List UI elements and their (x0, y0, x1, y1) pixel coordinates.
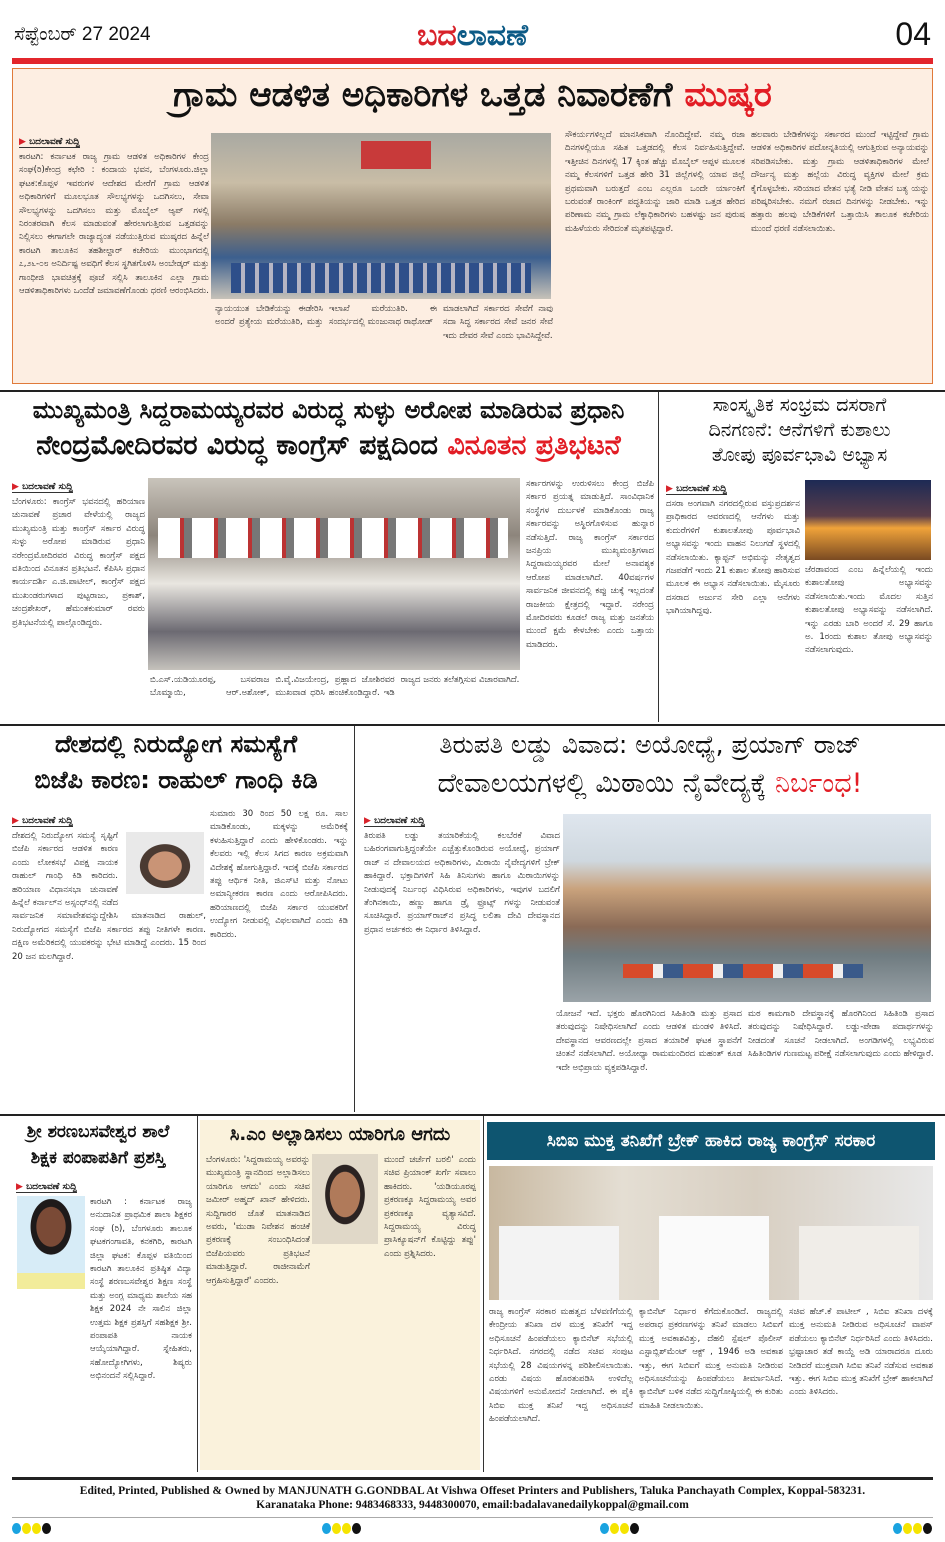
story-headline: ದಿನಗಣನೆ: ಆನೆಗಳಿಗೆ ಕುಶಾಲು (708, 419, 891, 441)
article-text: ರಾಜ್ಯ ಕಾಂಗ್ರೆಸ್ ಸರಕಾರ ಮಹತ್ವದ ಬೆಳವಣಿಗೆಯಲ್ಲಿ ಕೇಂದ್ರೀಯ ತನಿಖಾ ದಳ ಮುಕ್ತ ತನಿಖೆಗೆ ಇದ್ದ ಅಧಿಸೂಚನೆ ಹಿಂಪಡೆಯಲು ಕ್ಯಾಬಿನೆಟ್ ಸಭೆಯಲ್ಲಿ ನಿರ್ಧರಿಸಿದೆ. ನಗರದಲ್ಲಿ ನಡೆದ ಸಚಿವ ಸಂಪುಟ ಸಭೆಯಲ್ಲಿ 28 ವಿಷಯಗಳನ್ನ ಪರಿಶೀಲಿಸಲಾಯಿತು. ಎರಡು ವಿಷಯ ಹೊರತುಪಡಿಸಿ ಉಳಿದೆಲ್ಲ ವಿಷಯಗಳಿಗೆ ಅನುಮೋದನೆ ನೀಡಲಾಗಿದೆ. ಈ ಪೈಕಿ ಸಿಬಿಐ ಮುಕ್ತ ತನಿಖೆ ಇದ್ದ ಅಧಿಸೂಚನೆ ಹಿಂಪಡೆಯಲಾಗಿದೆ. (489, 1307, 633, 1425)
divider (354, 726, 355, 1112)
contact-line: Karanataka Phone: 9483468333, 9448300070, email:badalavanedailykoppal@gmail.com (256, 1499, 689, 1511)
article-text: ಮುಂದೆ ಚರ್ಚೆಗೆ ಬರಲಿ' ಎಂದು ಸಚಿವ ಪ್ರಿಯಾಂಕ್ ಖರ್ಗೆ ಸವಾಲು ಹಾಕಿದರು. 'ಯಡಿಯೂರಪ್ಪ ಪ್ರಕರಣಕ್ಕೂ ಸಿದ್ದರಾಮಯ್ಯ ಅವರ ಪ್ರಕರಣಕ್ಕೂ ವ್ಯತ್ಯಾಸವಿದೆ. ಸಿದ್ದರಾಮಯ್ಯ ವಿರುದ್ಧ ಪ್ರಾಸಿಕ್ಯೂಷನ್‌ಗೆ ಕೊಟ್ಟಿದ್ದು ತಪ್ಪು' ಎಂದು ಪ್ರಶ್ನಿಸಿದರು. (384, 1155, 476, 1259)
rahul-gandhi-story (0, 726, 352, 1112)
article-text: ಸರ್ಕಾರಗಳನ್ನು ಉರುಳಿಸಲು ಕೇಂದ್ರ ಬಿಜೆಪಿ ಸರ್ಕಾರ ಪ್ರಯತ್ನ ಮಾಡುತ್ತಿದೆ. ಸಾಂವಿಧಾನಿಕ ಸಂಸ್ಥೆಗಳ ದುರ್ಬಳಕೆ ಮಾಡಿಕೊಂಡು ರಾಜ್ಯ ಸರ್ಕಾರವನ್ನು ಅಸ್ಥಿರಗೊಳಿಸುವ ಹುನ್ನಾರ ನಡೆಸುತ್ತಿದೆ. ರಾಜ್ಯ ಕಾಂಗ್ರೆಸ್ ಸರ್ಕಾರದ ಜನಪ್ರಿಯ ಮುಖ್ಯಮಂತ್ರಿಗಳಾದ ಸಿದ್ದರಾಮಯ್ಯರವರ ಮೇಲೆ ಅನಾವಶ್ಯಕ ಆರೋಪ ಮಾಡಲಾಗಿದೆ. 40ವರ್ಷಗಳ ಸಾರ್ವಜನಿಕ ಜೀವನದಲ್ಲಿ ಕಪ್ಪು ಚುಕ್ಕೆ ಇಲ್ಲದಂತೆ ರಾಜಕೀಯ ಕ್ಷೇತ್ರದಲ್ಲಿ ಇದ್ದಾರೆ. ನರೇಂದ್ರ ಮೋದಿರವರು ಕೂಡಲೆ ರಾಜ್ಯ ಮತ್ತು ಜನತೆಯ ಮುಂದೆ ಕ್ಷಮೆ ಕೇಳಬೇಕು ಎಂದು ಒತ್ತಾಯ ಮಾಡಿದರು. (526, 479, 654, 650)
teacher-award-story (0, 1116, 196, 1472)
protest-photo (148, 478, 520, 670)
article-text: ತಿರುಪತಿ ಲಡ್ಡು ತಯಾರಿಕೆಯಲ್ಲಿ ಕಲಬೆರಕೆ ವಿವಾದ ಬಹಿರಂಗವಾಗುತ್ತಿದ್ದಂತೆಯೇ ಎಚ್ಚೆತ್ತುಕೊಂಡಿರುವ ಅಯೋಧ್ಯೆ, ಪ್ರಯಾಗ್ ರಾಜ್ ನ ದೇವಾಲಯದ ಅಧಿಕಾರಿಗಳು, ಮಿಠಾಯಿ ನೈವೇದ್ಯಗಳಿಗೆ ಬ್ರೇಕ್ ಹಾಕಿದ್ದಾರೆ. ಭಕ್ತಾದಿಗಳಿಗೆ ಸಿಹಿ ತಿನಿಸುಗಳು ಹಾಗೂ ಮಿಠಾಯಿಗಳನ್ನು ನೀಡುವುದಕ್ಕೆ ನಿರ್ಬಂಧ ವಿಧಿಸಿರುವ ಅಧಿಕಾರಿಗಳು, ಇವುಗಳ ಬದಲಿಗೆ ತೆಂಗಿನಕಾಯಿ, ಹಣ್ಣು ಹಾಗೂ ಡ್ರೈ ಫ್ರೂಟ್ಸ್ ಗಳನ್ನು ನೀಡುವಂತೆ ಸೂಚಿಸಿದ್ದಾರೆ. ಪ್ರಯಾಗ್‌ರಾಜ್‌ನ ಪ್ರಸಿದ್ಧ ಲಲಿತಾ ದೇವಿ ದೇವಸ್ಥಾನದ ಪ್ರಧಾನ ಅರ್ಚಕರು ಈ ನಿರ್ಧಾರ ತಿಳಿಸಿದ್ದಾರೆ. (364, 831, 560, 935)
divider (658, 392, 659, 722)
imprint-line: Edited, Printed, Published & Owned by MANJUNATH G.GONDBAL At Vishwa Offeset Printers and Publishers, Taluka Panchayath Complex, Koppal-583231. (79, 1485, 866, 1497)
story-headline: ದೇಶದಲ್ಲಿ ನಿರುದ್ಯೋಗ ಸಮಸ್ಯೆಗೆ (54, 730, 298, 758)
byline: ▶ ಬದಲಾವಣೆ ಸುದ್ದಿ (19, 137, 80, 148)
tirupati-laddu-story (358, 726, 942, 1112)
story-headline: ತೋಪು ಪೂರ್ವಭಾವಿ ಅಭ್ಯಾಸ (711, 444, 888, 466)
story-headline: ದೇವಾಲಯಗಳಲ್ಲಿ ಮಿಠಾಯಿ ನೈವೇದ್ಯಕ್ಕೆ ನಿರ್ಬಂಧ! (437, 768, 863, 799)
story-headline: ತಿರುಪತಿ ಲಡ್ಡು ವಿವಾದ: ಅಯೋಧ್ಯೆ, ಪ್ರಯಾಗ್ ರಾಜ್ (439, 730, 861, 759)
varanasi-ghats-photo (563, 814, 931, 1002)
rahul-gandhi-photo (124, 830, 206, 896)
newspaper-logo: ಬದಲಾವಣೆ (417, 18, 528, 53)
article-text: ನ್ಯಾಯಯುತ ಬೇಡಿಕೆಯನ್ನು ಈಡೇರಿಸಿ ಅಂದರೆ ಪ್ರತ್ಯೇಯ ಮರೆಯುತಿರಿ, ಮತ್ತು ಇಲಾಖೆ ಮರೆಯುತಿರಿ. ಈ ಸಂದರ್ಭದಲ್ಲಿ ಮಂಜುನಾಥ ರಾಥೋಡ್ (215, 304, 437, 328)
footer-rule (12, 1477, 933, 1480)
article-text: ಕಾರಟಗಿ: ಕರ್ನಾಟಕ ರಾಜ್ಯ ಗ್ರಾಮ ಆಡಳಿತ ಅಧಿಕಾರಿಗಳ ಕೇಂದ್ರ ಸಂಘ(ರಿ)ಕೇಂದ್ರ ಕಛೇರಿ : ಕಂದಾಯ ಭವನ, ಬೆಂಗಳೂರು.ಜಿಲ್ಲಾ ಘಟಕ:ಕೊಪ್ಪಳ ಇವರುಗಳ ಆದೇಶದ ಮೇರೆಗೆ ಗ್ರಾಮ ಆಡಳಿತ ಅಧಿಕಾರಿಗಳಿಗೆ ಮೂಲಭೂತ ಸೌಲಭ್ಯಗಳನ್ನು ಒದಗಿಸಲು, ಸೇವಾ ಸೌಲಭ್ಯಗಳನ್ನು ಒದಗಿಸಲು ಮತ್ತು ಮೊಬೈಲ್ ಆ್ಯಪ್ ಗಳಲ್ಲಿ ನಿರಂತರವಾಗಿ ಕೆಲಸ ಮಾಡುವಂತೆ ಹೇರಲಾಗುತ್ತಿರುವ ಒತ್ತಡವನ್ನು ನಿಲ್ಲಿಸಲು ಈಗಾಗಲೇ ರಾಜ್ಯಾದ್ಯಂತ ನಡೆಯುತ್ತಿರುವ ಮುಷ್ಕರದ ಹಿನ್ನೆಲೆ ಕಾರಟಗಿ ತಾಲೂಕಿನ ತಹಶೀಲ್ದಾರ್ ಕಚೇರಿಯ ಮುಂಭಾಗದಲ್ಲಿ ೭,೨೬-೦೮ ಅನಿರ್ದಿಷ್ಟ ಅವಧಿಗೆ ಕೆಲಸ ಸ್ಥಗಿತಗೊಳಿಸಿ ಅಂಬೇಡ್ಕರ್ ಮತ್ತು ಗಾಂಧೀಜಿ ಭಾವಚಿತ್ರಕ್ಕೆ ಪೂಜೆ ಸಲ್ಲಿಸಿ ತಾಲೂಕಿನ ಎಲ್ಲಾ ಗ್ರಾಮ ಆಡಳಿತಾಧಿಕಾರಿಗಳು ಒಂದೆಡೆ ಜಮಾವಣೆಗೊಂಡು ಧರಣಿ ಆರಂಭಿಸಿದರು. (19, 152, 209, 297)
congress-protest-story (0, 392, 657, 722)
issue-date: ಸೆಪ್ಟೆಂಬರ್ 27 2024 (14, 24, 151, 45)
article-text: ಕಾರಟಗಿ : ಕರ್ನಾಟಕ ರಾಜ್ಯ ಅನುದಾನಿತ ಪ್ರಾಥಮಿಕ ಶಾಲಾ ಶಿಕ್ಷಕರ ಸಂಘ (ರಿ), ಬೆಂಗಳೂರು ತಾಲೂಕ ಘಟಕಗಂಗಾವತಿ, ಕನಕಗಿರಿ, ಕಾರಟಗಿ ಜಿಲ್ಲಾ ಘಟಕ: ಕೊಪ್ಪಳ ವತಿಯಿಂದ ಕಾರಟಗಿ ತಾಲೂಕಿನ ಪ್ರತಿಷ್ಠಿತ ವಿದ್ಯಾ ಸಂಸ್ಥೆ ಶರಣಬಸವೇಶ್ವರ ಶಿಕ್ಷಣ ಸಂಸ್ಥೆ ಮತ್ತು ಅಂಗ್ಲ ಮಾಧ್ಯಮ ಶಾಲೆಯ ಸಹ ಶಿಕ್ಷಕ 2024 ನೇ ಸಾಲಿನ ಜಿಲ್ಲಾ ಉತ್ತಮ ಶಿಕ್ಷಕ ಪ್ರಶಸ್ತಿಗೆ ಸಹಶಿಕ್ಷಕ ಶ್ರೀ. ಪಂಪಾಪತಿ ನಾಯಕ ಆಯ್ಕೆಯಾಗಿದ್ದಾರೆ. ಸ್ನೇಹಿತರು, ಸಹೋದ್ಯೋಗಿಗಳು, ಶಿಷ್ಯರು ಅಭಿನಂದನೆ ಸಲ್ಲಿಸಿದ್ದಾರೆ. (90, 1197, 192, 1382)
article-text: ಸಚಿವ ಹೆಚ್.ಕೆ ಪಾಟೀಲ್ , ಸಿಬಿಐ ತನಿಖಾ ದಳಕ್ಕೆ ಮುಕ್ತ ಅನುಮತಿ ನೀಡಿರುವ ಅಧಿಸೂಚನೆ ವಾಪಸ್ ಪಡೆಯಲು ಕ್ಯಾಬಿನೆಟ್ ನಿರ್ಧರಿಸಿದೆ ಎಂದು ತಿಳಿಸಿದರು. ಭ್ರಷ್ಟಾಚಾರ ತಡೆ ಕಾಯ್ದೆ ಅಡಿ ಯಾರಾದರೂ ದೂರು ನೀಡಿದರೆ ಮುಕ್ತವಾಗಿ ಸಿಬಿಐ ತನಿಖೆ ನಡೆಸುವ ಅವಕಾಶ ಇತ್ತು. ಈಗ ಸಿಬಿಐ ಮುಕ್ತ ತನಿಖೆಗೆ ಬ್ರೇಕ್ ಹಾಕಲಾಗಿದೆ ಎಂದು ತಿಳಿಸಿದರು. (789, 1307, 933, 1398)
byline: ▶ ಬದಲಾವಣೆ ಸುದ್ದಿ (12, 482, 73, 493)
mysore-palace-photo (805, 480, 931, 560)
article-text: ಕ್ಯಾಬಿನೆಟ್ ನಿರ್ಧಾರ ಕೆಗೆದುಕೊಂಡಿದೆ. ರಾಜ್ಯದಲ್ಲಿ ಅಪರಾಧ ಪ್ರಕರಣಗಳನ್ನು ತನಿಖೆ ಮಾಡಲು ಸಿಬಿಐಗೆ ಮುಕ್ತ ಅವಕಾಶವಿತ್ತು, ದೆಹಲಿ ಸ್ಪೆಷಲ್ ಪೊಲೀಸ್ ಎಸ್ಟಾಬ್ಲಿಶ್‌ಮೆಂಟ್ ಆಕ್ಟ್ , 1946 ಅಡಿ ಅವಕಾಶ ಇತ್ತು, ಈಗ ಸಿಬಿಐಗೆ ಮುಕ್ತ ಅನುಮತಿ ನೀಡಿರುವ ಅಧಿಸೂಚನೆಯನ್ನು ಹಿಂಪಡೆಯಲು ತೀರ್ಮಾನಿಸಿದೆ. ಕ್ಯಾಬಿನೆಟ್ ಬಳಿಕ ನಡೆದ ಸುದ್ದಿಗೋಷ್ಠಿಯಲ್ಲಿ ಈ ಕುರಿತು ಮಾಹಿತಿ ನೀಡಲಾಯಿತು. (639, 1307, 783, 1411)
article-text: ಬೆಂಗಳೂರು: ಕಾಂಗ್ರೆಸ್ ಭವನದಲ್ಲಿ ಹರಿಯಾಣ ಚುನಾವಣೆ ಪ್ರಚಾರ ವೇಳೆಯಲ್ಲಿ ರಾಜ್ಯದ ಮುಖ್ಯಮಂತ್ರಿ ಮತ್ತು ಕಾಂಗ್ರೆಸ್ ಸರ್ಕಾರ ವಿರುದ್ಧ ಸುಳ್ಳು ಅರೋಪ ಮಾಡಿರುವ ಪ್ರಧಾನಿ ನರೇಂದ್ರಮೋದಿರವರ ವಿರುದ್ಧ ಕಾಂಗ್ರೆಸ್ ಪಕ್ಷದ ವತಿಯಿಂದ ವಿನೂತನ ಪ್ರತಿಭಟನೆ. ಕೆಪಿಸಿಸಿ ಪ್ರಧಾನ ಕಾರ್ಯದರ್ಶಿ ಎ.ಜಿ.ಪಾಟೀಲ್, ಕಾಂಗ್ರೆಸ್ ಪಕ್ಷದ ಮುಖಂಡರುಗಳಾದ ಪುಟ್ಟರಾಜು, ಪ್ರಕಾಶ್, ಚಂದ್ರಶೇಖರ್, ಹೆಮಂತಕುಮಾರ್ ರವರು ಪ್ರತಿಭಟನೆಯಲ್ಲಿ ಪಾಲ್ಗೊಂಡಿದ್ದರು. (12, 497, 145, 628)
cm-story (200, 1120, 480, 1470)
article-text: ಸೌಕರ್ಯಗಳಿಲ್ಲದೆ ಮಾನಸಿಕವಾಗಿ ನೊಂದಿದ್ದೇವೆ. ನಮ್ಮ ರಜಾ ದಿನಗಳಲ್ಲಿಯೂ ಸಹಿತ ಒತ್ತಡದಲ್ಲಿ ಕೆಲಸ ನಿರ್ವಹಿಸುತ್ತಿದ್ದೇವೆ. ಇತ್ತೀಚಿನ ದಿನಗಳಲ್ಲಿ 17 ಕ್ಕಿಂತ ಹೆಚ್ಚು ಮೊಬೈಲ್ ಆಪ್ಪಳ ಮೂಲಕ ನಮ್ಮ ಕೆಲಸಗಳಿಗೆ ಒತ್ತಡ ಹೇರಿ 31 ಜಿಲ್ಲೆಗಳಲ್ಲಿ ಯಾವ ಜಿಲ್ಲೆ ಪ್ರಥಮವಾಗಿ ಬರುತ್ತದೆ ಎಂಬ ಎಲ್ಲರೂ ಒಂದೇ ರ್ಯಾಂಕಿಗೆ ಬರುವಂತೆ ರಾಂಕಿಂಗ್ ಪದ್ಧತಿಯನ್ನು ಜಾರಿ ಮಾಡಿ ಒತ್ತಡ ಹೇರಿದ ಪರಿಣಾಮ ನಮ್ಮ ಗ್ರಾಮ ಲೆಕ್ಕಾಧಿಕಾರಿಗಳು ಬಹಳಷ್ಟು ಜನ ಪುರುಷ ಮಹಿಳೆಯರು ಸೇರಿದಂತೆ ಮೃತಪಟ್ಟಿದ್ದಾರೆ. (565, 130, 745, 234)
protest-photo (211, 133, 551, 299)
story-headline: ಸಾಂಸ್ಕೃತಿಕ ಸಂಭ್ರಮ ದಸರಾಗೆ (712, 394, 887, 416)
story-headline: ಶ್ರೀ ಶರಣಬಸವೇಶ್ವರ ಶಾಲೆ (26, 1122, 170, 1142)
byline: ▶ ಬದಲಾವಣೆ ಸುದ್ದಿ (364, 816, 425, 827)
story-headline: ಮುಖ್ಯಮಂತ್ರಿ ಸಿದ್ದರಾಮಯ್ಯರವರ ವಿರುದ್ಧ ಸುಳ್ಳು ಅರೋಪ ಮಾಡಿರುವ ಪ್ರಧಾನಿ (32, 396, 625, 424)
divider (483, 1116, 484, 1472)
registration-marks (12, 1517, 933, 1529)
article-text: ಬಿ.ಎಸ್.ಯಡಿಯೂರಪ್ಪ, ಬಸವರಾಜ ಬೊಮ್ಮಾಯಿ, ಆರ್.ಅಶೋಕ್, ಬಿ.ವೈ.ವಿಜಯೇಂದ್ರ, ಪ್ರಹ್ಲಾದ ಜೋಶಿರವರ ಮುಖವಾಡ ಧರಿಸಿ ಹಂಚಿಕೊಂಡಿದ್ದಾರೆ. ಇಡಿ ರಾಜ್ಯದ ಜನರು ತಲೆತಗ್ಗಿಸುವ ವಿಚಾರವಾಗಿದೆ. (150, 675, 520, 699)
story-headline: ಬಿಜೆಪಿ ಕಾರಣ: ರಾಹುಲ್ ಗಾಂಧಿ ಕಿಡಿ (34, 766, 318, 794)
story-headline-banner: ಸಿಬಿಐ ಮುಕ್ತ ತನಿಖೆಗೆ ಬ್ರೇಕ್ ಹಾಕಿದ ರಾಜ್ಯ ಕಾಂಗ್ರೆಸ್ ಸರಕಾರ (487, 1122, 935, 1160)
article-text: ದಸರಾ ಅಂಗವಾಗಿ ನಗರದಲ್ಲಿರುವ ವಸ್ತುಪ್ರದರ್ಶನ ಪ್ರಾಧಿಕಾರದ ಆವರಣದಲ್ಲಿ ಆನೆಗಳು ಮತ್ತು ಕುದುರೆಗಳಿಗೆ ಕುಶಾಲತೋಪು ಪೂರ್ವಭಾವಿ ಅಭ್ಯಾಸವನ್ನು ಇಂದು ವಾಹನ ನಿಲುಗಡೆ ಸ್ಥಳದಲ್ಲಿ ನಡೆಸಲಾಯಿತು. ಕ್ಯಾಪ್ಟನ್ ಅಭಿಮನ್ಯು ನೇತೃತ್ವದ ಗಜಪಡೆಗೆ ಇಂದು 21 ಕುಶಾಲ ತೋಪು ಹಾರಿಸುವ ಮೂಲಕ ಈ ಅಭ್ಯಾಸ ನಡೆಸಲಾಯಿತು. ಮೈಸೂರು ದಸರಾದ ಅರ್ಜುನ ಸೇರಿ ಎಲ್ಲಾ ಆನೆಗಳು ಭಾಗಿಯಾಗಿದ್ದವು. (666, 499, 800, 617)
article-text: ದೇಶದಲ್ಲಿ ನಿರುದ್ಯೋಗ ಸಮಸ್ಯೆ ಸೃಷ್ಟಿಗೆ ಬಿಜೆಪಿ ಸರ್ಕಾರದ ಆಡಳಿತ ಕಾರಣ ಎಂದು ಲೋಕಸಭೆ ವಿಪಕ್ಷ ನಾಯಕ ರಾಹುಲ್ ಗಾಂಧಿ ಕಿಡಿ ಕಾರಿದರು. ಹರಿಯಾಣ ವಿಧಾನಸಭಾ ಚುನಾವಣೆ ಹಿನ್ನೆಲೆ ಕರ್ನಾಲ್‌ನ ಅಸ್ಸಂಧ್‌ನಲ್ಲಿ ನಡೆದ ಸಾರ್ವಜನಿಕ ಸಮಾವೇಶವನ್ನುದ್ದೇಶಿಸಿ ಮಾತನಾಡಿದ ರಾಹುಲ್, ನಿರುದ್ಯೋಗದ ಸಮಸ್ಯೆಗೆ ಬಿಜೆಪಿ ಸರ್ಕಾರದ ತಪ್ಪು ನೀತಿಗಳೇ ಕಾರಣ. ದಕ್ಷಿಣ ಅಮೆರಿಕದಲ್ಲಿ ಯುವಕರನ್ನು ಭೇಟಿ ಮಾಡಿದ್ದೆ ಎಂದರು. 15 ರಿಂದ 20 ಜನ ಮಲಗಿದ್ದಾರೆ. (12, 831, 206, 962)
minister-portrait-photo (312, 1154, 378, 1244)
lead-headline: ಗ್ರಾಮ ಆಡಳಿತ ಅಧಿಕಾರಿಗಳ ಒತ್ತಡ ನಿವಾರಣೆಗೆ ಮುಷ್ಕರ (173, 75, 772, 115)
article-text: ಸುಮಾರು 30 ರಿಂದ 50 ಲಕ್ಷ ರೂ. ಸಾಲ ಮಾಡಿಕೊಂಡು, ಮಕ್ಕಳನ್ನು ಅಮೆರಿಕಕ್ಕೆ ಕಳುಹಿಸುತ್ತಿದ್ದಾರೆ ಎಂದು ಹೇಳಿಕೊಂಡರು. ಇನ್ನು ಕೆಲವರು ಇಲ್ಲಿ ಕೆಲಸ ಸಿಗದ ಕಾರಣ ಅಕ್ರಮವಾಗಿ ವಿದೇಶಕ್ಕೆ ಹೋಗುತ್ತಿದ್ದಾರೆ. ಇದಕ್ಕೆ ಬಿಜೆಪಿ ಸರ್ಕಾರದ ತಪ್ಪು ಆರ್ಥಿಕ ನೀತಿ, ಜಿಎಸ್‌ಟಿ ಮತ್ತು ನೋಟು ಅಮಾನ್ಯೀಕರಣ ಕಾರಣ ಎಂದು ಆರೋಪಿಸಿದರು. ಹರಿಯಾಣದಲ್ಲಿ ಬಿಜೆಪಿ ಸರ್ಕಾರ ಯುವಕರಿಗೆ ಉದ್ಯೋಗ ನೀಡುವಲ್ಲಿ ವಿಫಲವಾಗಿದೆ ಎಂದು ಕಿಡಿ ಕಾರಿದರು. (210, 809, 348, 940)
article-text: ಜೆರಡಾವಂದ ಎಂಬ ಹಿನ್ನೆಲೆಯಲ್ಲಿ ಇಂದು ಕುಶಾಲತೋಪು ಅಭ್ಯಾಸವನ್ನು ನಡೆಸಲಾಯಿತು.ಇಂದು ಮೊದಲ ಸುತ್ತಿನ ಕುಶಾಲತೋಪು ಅಭ್ಯಾಸವನ್ನು ನಡೆಸಲಾಗಿದೆ. ಇನ್ನು ಎರಡು ಬಾರಿ ಅಂದರೆ ಸೆ. 29 ಹಾಗೂ ಅ. 1ರಂದು ಕುಶಾಲ ತೋಪು ಅಭ್ಯಾಸವನ್ನು ನಡೆಸಲಾಗುವುದು. (805, 565, 933, 656)
cabinet-meeting-photo (489, 1166, 933, 1300)
byline: ▶ ಬದಲಾವಣೆ ಸುದ್ದಿ (12, 816, 73, 827)
page-number: 04 (895, 16, 931, 52)
article-text-block (12, 830, 206, 1120)
byline: ▶ ಬದಲಾವಣೆ ಸುದ್ದಿ (16, 1182, 77, 1193)
story-headline: ಸಿ.ಎಂ ಅಲ್ಲಾಡಿಸಲು ಯಾರಿಗೂ ಆಗದು (229, 1124, 451, 1145)
byline: ▶ ಬದಲಾವಣೆ ಸುದ್ದಿ (666, 484, 727, 495)
dasara-story (662, 392, 937, 722)
article-text: ಯೋಜನೆ ಇದೆ. ಭಕ್ತರು ಹೊರಗಿನಿಂದ ಸಿಹಿತಿಂಡಿ ಮತ್ತು ಪ್ರಸಾದ ತರುವುದನ್ನು ನಿಷೇಧಿಸಲಾಗಿದೆ ಎಂದು ಆಡಳಿತ ಮಂಡಳಿ ತಿಳಿಸಿದೆ. ದೇವಸ್ಥಾನದ ಆವರಣದಲ್ಲೇ ಪ್ರಸಾದ ತಯಾರಿಕೆ ಘಟಕ ಸ್ಥಾಪನೆಗೆ ಚಿಂತನೆ ನಡೆಸಲಾಗಿದೆ. ಅಯೋಧ್ಯಾ ರಾಮಮಂದಿರದ ಮಹಂತ್ ಕೂಡ ಇದೇ ಅಭಿಪ್ರಾಯ ವ್ಯಕ್ತಪಡಿಸಿದ್ದಾರೆ. (556, 1009, 742, 1073)
lead-story (12, 68, 933, 384)
divider (197, 1116, 198, 1472)
cbi-story (487, 1120, 935, 1472)
story-headline: ನೇಂದ್ರಮೋದಿರವರ ವಿರುದ್ಧ ಕಾಂಗ್ರೆಸ್ ಪಕ್ಷದಿಂದ ವಿನೂತನ ಪ್ರತಿಭಟನೆ (36, 430, 621, 461)
article-text: ಹಲವಾರು ಬೇಡಿಕೆಗಳನ್ನು ಸರ್ಕಾರದ ಮುಂದೆ ಇಟ್ಟಿದ್ದೇವೆ ಗ್ರಾಮ ಆಡಳಿತ ಅಧಿಕಾರಿಗಳ ಪದೋನ್ನತಿಯಲ್ಲಿ ಆಗುತ್ತಿರುವ ಅನ್ಯಾಯವನ್ನು ಸರಿಪಡಿಸಬೇಕು. ಮತ್ತು ಗ್ರಾಮ ಆಡಳಿತಾಧಿಕಾರಿಗಳ ಮೇಲೆ ದೌರ್ಜನ್ಯ ಮತ್ತು ಹಲ್ಲೆಯ ವಿರುದ್ಧ ವ್ಯಕ್ತಿಗಳ ಮೇಲೆ ಕ್ರಮ ಕೈಗೊಳ್ಳಬೇಕು. ಸರಿಯಾದ ವೇತನ ಭತ್ಯೆ ನೀಡಿ ವೇತನ ಬತ್ಯ ಯನ್ನು ಪರಿಷ್ಕರಿಸಬೇಕು. ನಮಗೆ ರಜಾದ ದಿನಗಳನ್ನು ನೀಡಬೇಕು. ಇನ್ನು ಹತ್ತಾರು ಹಲವು ಬೇಡಿಕೆಗಳಿಗೆ ಒತ್ತಾಯಿಸಿ ತಾಲೂಕ ಕಚೇರಿಯ ಮುಂದೆ ಧರಣಿ ನಡೆಸಲಾಯಿತು. (751, 130, 929, 234)
story-headline: ಶಿಕ್ಷಕ ಪಂಪಾಪತಿಗೆ ಪ್ರಶಸ್ತಿ (30, 1148, 166, 1168)
article-text: ಬೆಂಗಳೂರು: 'ಸಿದ್ದರಾಮಯ್ಯ ಅವರನ್ನು ಮುಖ್ಯಮಂತ್ರಿ ಸ್ಥಾನದಿಂದ ಅಲ್ಲಾಡಿಸಲು ಯಾರಿಗೂ ಆಗದು' ಎಂದು ಸಚಿವ ಜಮೀರ್ ಅಹ್ಮದ್ ಖಾನ್ ಹೇಳಿದರು. ಸುದ್ದಿಗಾರರ ಜೊತೆ ಮಾತನಾಡಿದ ಅವರು, 'ಮುಡಾ ನಿವೇಶನ ಹಂಚಿಕೆ ಪ್ರಕರಣಕ್ಕೆ ಸಂಬಂಧಿಸಿದಂತೆ ಬಿಜೆಪಿಯವರು ಪ್ರತಿಭಟನೆ ಮಾಡುತ್ತಿದ್ದಾರೆ. ರಾಜೀನಾಮೆಗೆ ಆಗ್ರಹಿಸುತ್ತಿದ್ದಾರೆ' ಎಂದರು. (206, 1155, 310, 1286)
article-text: ಮಾಡಲಾಗಿದೆ ಸರ್ಕಾರದ ಸೇವೆಗೆ ನಾವು ಸದಾ ಸಿದ್ಧ ಸರ್ಕಾರದ ಸೇವೆ ಜನರ ಸೇವೆ ಇದು ದೇವರ ಸೇವೆ ಎಂದು ಭಾವಿಸಿದ್ದೇವೆ. (443, 304, 553, 341)
article-text: ಮಠ ಕಾಮಗಾರಿ ದೇವಸ್ಥಾನಕ್ಕೆ ಹೊರಗಿನಿಂದ ಸಿಹಿತಿಂಡಿ ಪ್ರಸಾದ ತರುವುದನ್ನು ನಿಷೇಧಿಸಿದ್ದಾರೆ. ಲಡ್ಡು-ಪೇಡಾ ಪದಾರ್ಥಗಳನ್ನು ನೀಡದಂತೆ ಸೂಚನೆ ನೀಡಲಾಗಿದೆ. ಅಂಗಡಿಗಳಲ್ಲಿ ಲಭ್ಯವಿರುವ ಸಿಹಿತಿಂಡಿಗಳ ಗುಣಮಟ್ಟ ಪರೀಕ್ಷೆ ನಡೆಸಲಾಗುವುದು ಎಂದು ಹೇಳಿದ್ದಾರೆ. (748, 1009, 934, 1060)
masthead-rule (12, 58, 933, 64)
